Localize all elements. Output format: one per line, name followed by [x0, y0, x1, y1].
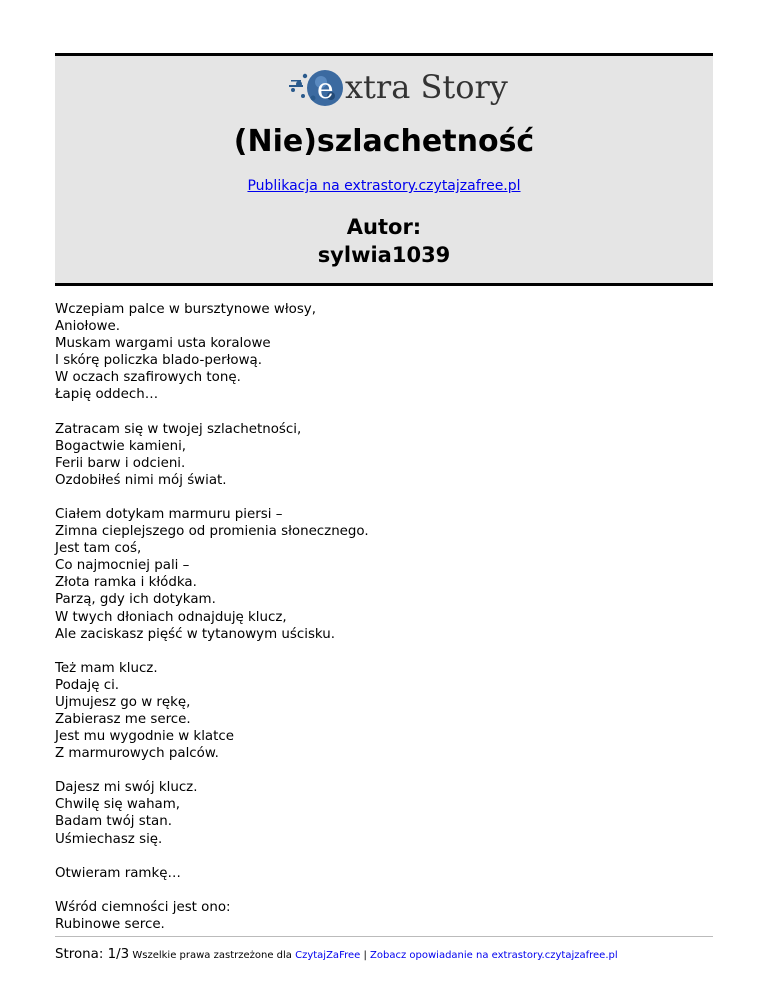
poem-line: Z marmurowych palców. [55, 746, 219, 762]
poem-line: Zabierasz me serce. [55, 711, 191, 727]
poem-line: Rubinowe serce. [55, 916, 165, 932]
poem-line: Jest tam coś, [55, 541, 142, 557]
poem-stanza [55, 865, 713, 882]
poem-body [55, 301, 713, 937]
page-number: Strona: 1/3 [55, 947, 130, 962]
poem-line: Dajesz mi swój klucz. [55, 780, 198, 796]
poem-line: Muskam wargami usta koralowe [55, 336, 271, 352]
poem-line: W twych dłoniach odnajduję klucz, [55, 609, 287, 625]
publication-link-row [55, 178, 713, 194]
poem-line: Uśmiechasz się. [55, 831, 163, 847]
poem-stanza [55, 506, 713, 643]
czytajzafree-link[interactable]: CzytajZaFree [295, 950, 361, 961]
poem-line: Podaję ci. [55, 677, 120, 693]
document-title: (Nie)szlachetność [233, 124, 535, 159]
poem-line: Ciałem dotykam marmuru piersi – [55, 506, 283, 522]
poem-line: Jest mu wygodnie w klatce [55, 729, 234, 745]
poem-line: I skórę policzka blado-perłową. [55, 353, 263, 369]
poem-line: Aniołowe. [55, 319, 121, 335]
poem-line: Ferii barw i odcieni. [55, 455, 186, 471]
poem-line: Wśród ciemności jest ono: [55, 899, 231, 915]
author-block [55, 213, 713, 269]
poem-line: Zimna cieplejszego od promienia słonecznego. [55, 524, 369, 540]
poem-stanza [55, 301, 713, 404]
poem-line: Wczepiam palce w bursztynowe włosy, [55, 302, 316, 317]
poem-line: Łapię oddech… [55, 387, 159, 403]
poem-line: Chwilę się waham, [55, 797, 181, 813]
poem-line: W oczach szafirowych tonę. [55, 370, 241, 386]
poem-line: Otwieram ramkę… [55, 865, 181, 881]
logo-graphic [287, 62, 508, 110]
extra-story-logo [287, 62, 508, 110]
poem-line: Bogactwie kamieni, [55, 438, 187, 454]
poem-stanza [55, 660, 713, 763]
footer-separator: | [363, 950, 367, 961]
poem-stanza [55, 421, 713, 489]
footer-divider [55, 936, 713, 937]
poem-line: Ale zaciskasz pięść w tytanowym uścisku. [55, 626, 336, 642]
poem-line: Badam twój stan. [55, 814, 172, 830]
svg-text:xtra Story: xtra Story [345, 68, 508, 106]
poem-stanza [55, 899, 713, 933]
svg-text:e: e [317, 72, 334, 105]
author-name: sylwia1039 [317, 243, 451, 267]
page-footer [55, 946, 713, 965]
story-link[interactable]: Zobacz opowiadanie na extrastory.czytajzafree.pl [370, 950, 618, 961]
author-label: Autor: [346, 215, 422, 239]
publication-link[interactable]: Publikacja na extrastory.czytajzafree.pl [247, 178, 521, 194]
poem-stanza [55, 779, 713, 847]
poem-line: Złota ramka i kłódka. [55, 575, 197, 591]
document-header [55, 53, 713, 286]
poem-line: Co najmocniej pali – [55, 558, 190, 574]
poem-line: Zatracam się w twojej szlachetności, [55, 421, 302, 437]
poem-line: Ozdobiłeś nimi mój świat. [55, 472, 227, 488]
rights-text: Wszelkie prawa zastrzeżone dla [132, 950, 292, 961]
poem-line: Ujmujesz go w rękę, [55, 694, 191, 710]
poem-line: Też mam klucz. [55, 660, 158, 676]
poem-line: Parzą, gdy ich dotykam. [55, 592, 216, 608]
